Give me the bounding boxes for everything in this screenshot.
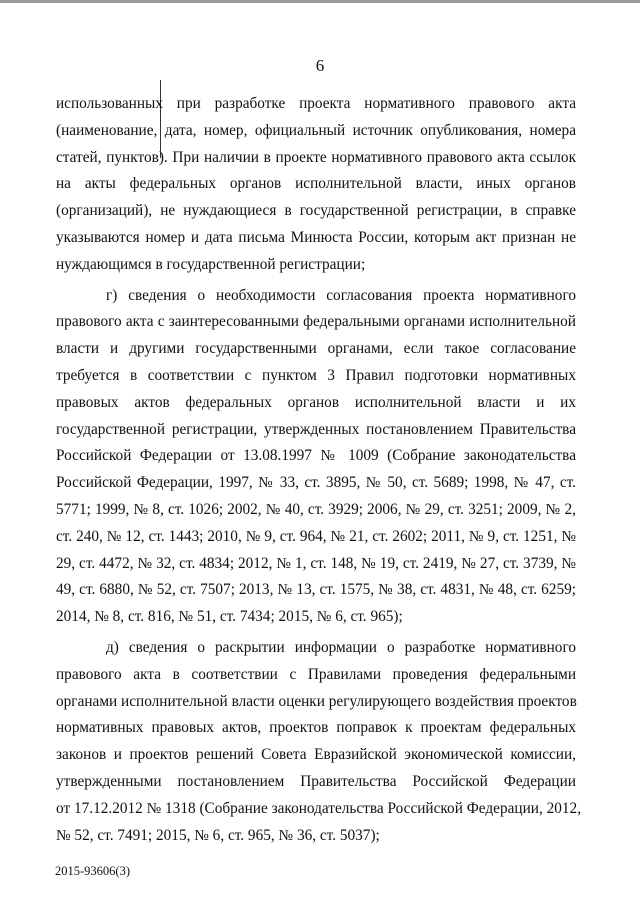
text-line: на акты федеральных органов исполнительной власти, иных органов <box>56 175 576 193</box>
text-line: от 17.12.2012 № 1318 (Собрание законодательства Российской Федерации, 2012, <box>56 799 582 817</box>
text-line: государственной регистрации, утвержденных постановлением Правительства <box>56 420 576 438</box>
text-line: 49, ст. 6880, № 52, ст. 7507; 2013, № 13, ст. 1575, № 38, ст. 4831, № 48, ст. 6259; <box>56 581 576 599</box>
text-line: 2014, № 8, ст. 816, № 51, ст. 7434; 2015, № 6, ст. 965); <box>56 608 403 626</box>
text-line: 29, ст. 4472, № 32, ст. 4834; 2012, № 1, ст. 148, № 19, ст. 2419, № 27, ст. 3739, № <box>56 554 576 572</box>
text-line: указываются номер и дата письма Минюста России, которым акт признан не <box>56 228 576 246</box>
text-line: д) сведения о раскрытии информации о разработке нормативного <box>106 638 576 656</box>
text-line: Российской Федерации от 13.08.1997 № 1009 (Собрание законодательства <box>56 447 576 465</box>
text-line: использованных при разработке проекта нормативного правового акта <box>56 95 576 112</box>
text-line: утвержденными постановлением Правительства Российской Федерации <box>56 772 576 790</box>
text-line: правового акта в соответствии с Правилами проведения федеральными <box>56 665 576 683</box>
page-number: 6 <box>315 56 325 75</box>
text-line: нуждающимся в государственной регистрации; <box>56 255 366 273</box>
text-line: власти и другими государственными органами, если такое согласование <box>56 340 576 358</box>
text-line: правового акта с заинтересованными федеральными органами исполнительной <box>56 313 576 331</box>
text-line: ст. 240, № 12, ст. 1443; 2010, № 9, ст. 964, № 21, ст. 2602; 2011, № 9, ст. 1251, № <box>56 527 576 545</box>
text-line: Российской Федерации, 1997, № 33, ст. 3895, № 50, ст. 5689; 1998, № 47, ст. <box>56 474 576 492</box>
text-line: правовых актов федеральных органов исполнительной власти и их <box>56 393 576 411</box>
document-code: 2015-93606(3) <box>55 864 130 878</box>
text-line: законов и проектов решений Совета Евразийской экономической комиссии, <box>56 746 576 764</box>
page-top-border <box>0 0 640 3</box>
text-line: 5771; 1999, № 8, ст. 1026; 2002, № 40, ст. 3929; 2006, № 29, ст. 3251; 2009, № 2, <box>56 500 576 518</box>
text-line: (наименование, дата, номер, официальный источник опубликования, номера <box>56 121 576 139</box>
document-body <box>56 91 582 849</box>
text-line: статей, пунктов). При наличии в проекте нормативного правового акта ссылок <box>56 148 576 166</box>
text-line: № 52, ст. 7491; 2015, № 6, ст. 965, № 36, ст. 5037); <box>56 826 380 844</box>
text-line: г) сведения о необходимости согласования проекта нормативного <box>106 286 576 304</box>
text-line: (организаций), не нуждающиеся в государственной регистрации, в справке <box>56 202 576 220</box>
text-line: органами исполнительной власти оценки регулирующего воздействия проектов <box>56 692 577 710</box>
text-line: нормативных правовых актов, проектов поправок к проектам федеральных <box>56 719 576 737</box>
text-line: требуется в соответствии с пунктом 3 Правил подготовки нормативных <box>56 366 576 384</box>
